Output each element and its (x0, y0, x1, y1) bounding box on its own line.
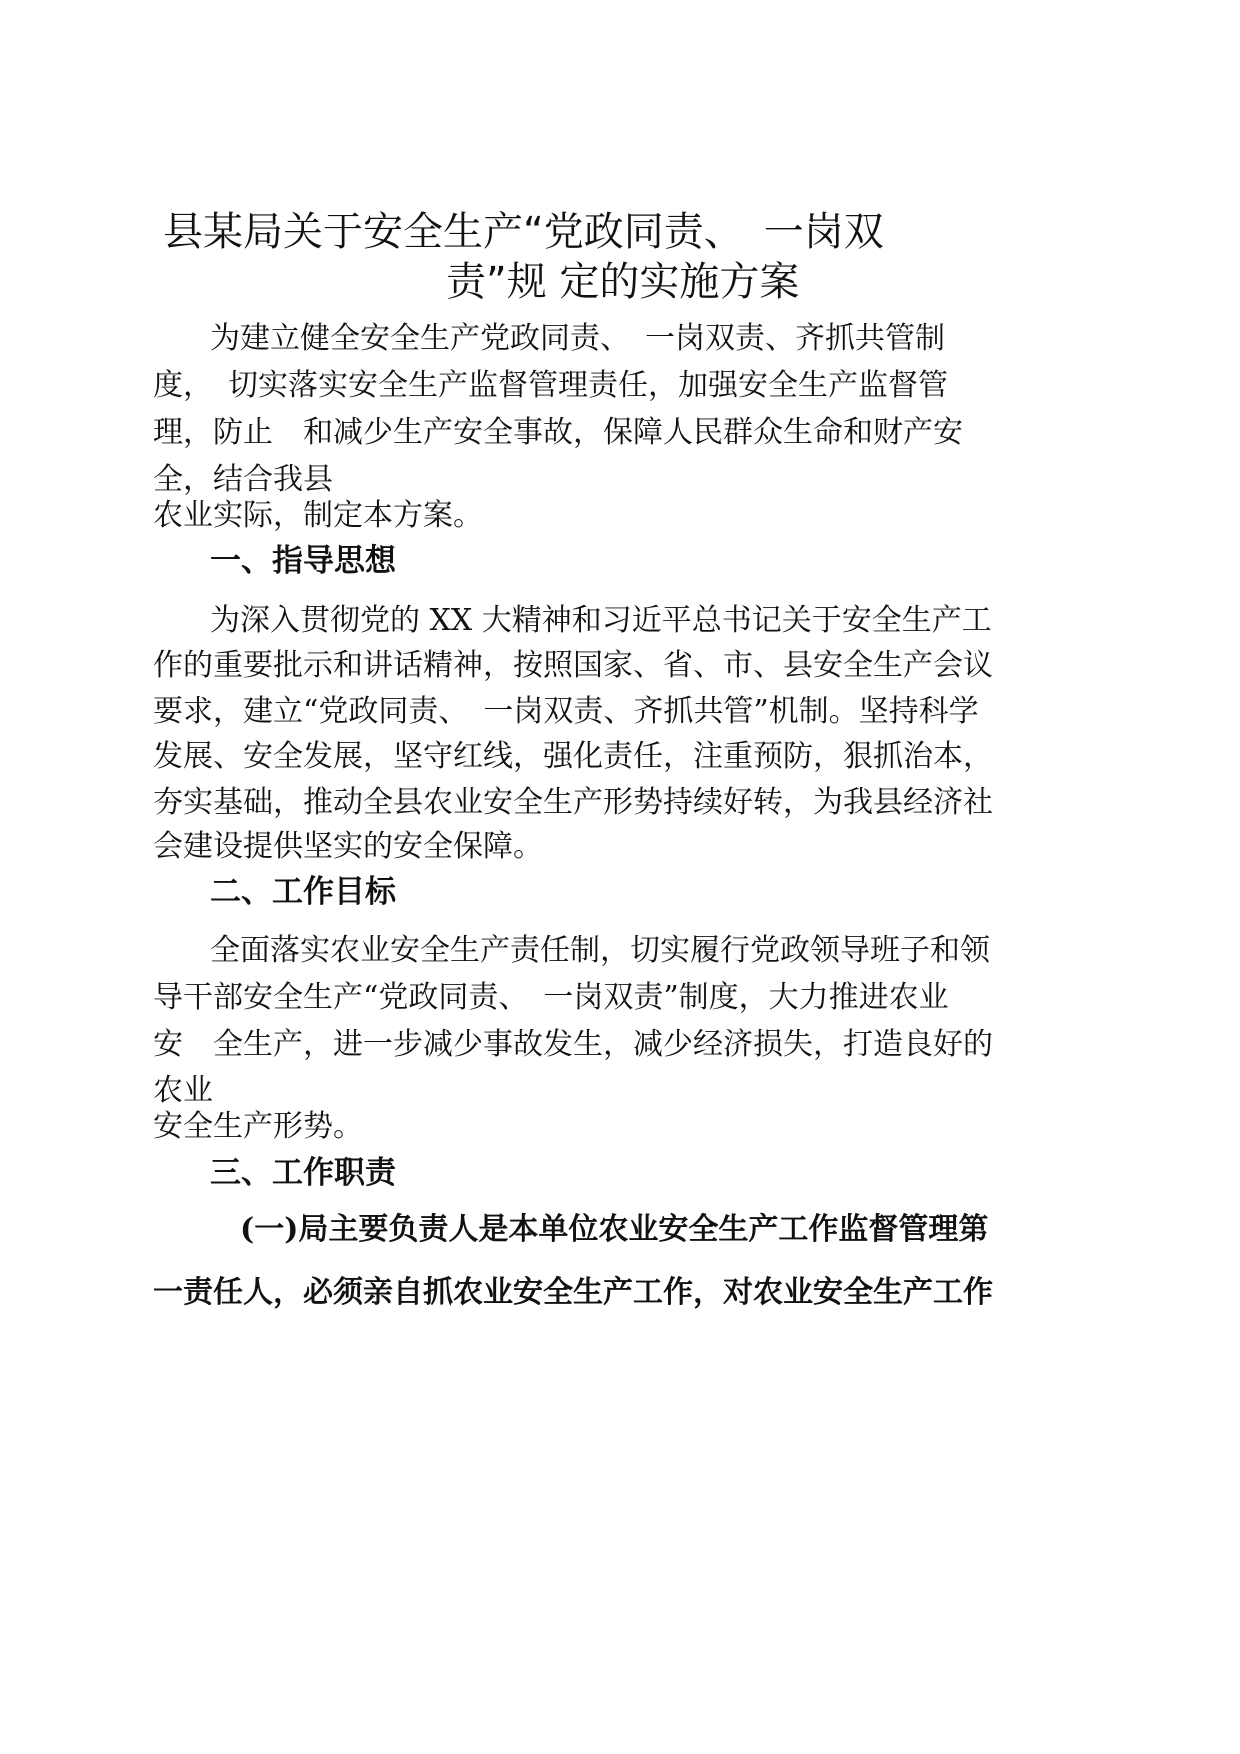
intro-line-5: 农业实际，制定本方案。 (153, 498, 483, 533)
section-heading-work-duties: 三、工作职责 (210, 1155, 396, 1191)
section1-line-6: 会建设提供坚实的安全保障。 (153, 829, 543, 864)
section-heading-work-goals: 二、工作目标 (210, 874, 396, 910)
section2-line-1: 全面落实农业安全生产责任制，切实履行党政领导班子和领 (210, 933, 990, 968)
section3-line-1: (一)局主要负责人是本单位农业安全生产工作监督管理第 (240, 1212, 989, 1247)
intro-line-4: 全，结合我县 (153, 462, 333, 497)
section-heading-guiding-thought: 一、指导思想 (210, 543, 396, 579)
document-title-line-1: 县某局关于安全生产“党政同责、 一岗双 (163, 209, 884, 255)
intro-line-2: 度， 切实落实安全生产监督管理责任，加强安全生产监督管 (153, 368, 948, 403)
section3-line-2: 一责任人，必须亲自抓农业安全生产工作，对农业安全生产工作 (153, 1275, 993, 1310)
document-title-line-2: 责”规 定的实施方案 (446, 259, 800, 305)
section2-line-5: 安全生产形势。 (153, 1109, 363, 1144)
intro-line-3: 理，防止 和减少生产安全事故，保障人民群众生命和财产安 (153, 415, 963, 450)
section1-line-4: 发展、安全发展，坚守红线，强化责任，注重预防，狠抓治本， (153, 739, 993, 774)
section2-line-4: 农业 (153, 1073, 213, 1108)
section1-line-2: 作的重要批示和讲话精神，按照国家、省、市、县安全生产会议 (153, 648, 993, 683)
intro-line-1: 为建立健全安全生产党政同责、 一岗双责、齐抓共管制 (210, 321, 945, 356)
section1-line-3: 要求，建立“党政同责、 一岗双责、齐抓共管”机制。坚持科学 (153, 694, 979, 729)
section2-line-3: 安 全生产，进一步减少事故发生，减少经济损失，打造良好的 (153, 1027, 993, 1062)
section2-line-2: 导干部安全生产“党政同责、 一岗双责”制度，大力推进农业 (153, 980, 949, 1015)
section1-line-1: 为深入贯彻党的 XX 大精神和习近平总书记关于安全生产工 (210, 603, 992, 638)
section1-line-5: 夯实基础，推动全县农业安全生产形势持续好转，为我县经济社 (153, 785, 993, 820)
